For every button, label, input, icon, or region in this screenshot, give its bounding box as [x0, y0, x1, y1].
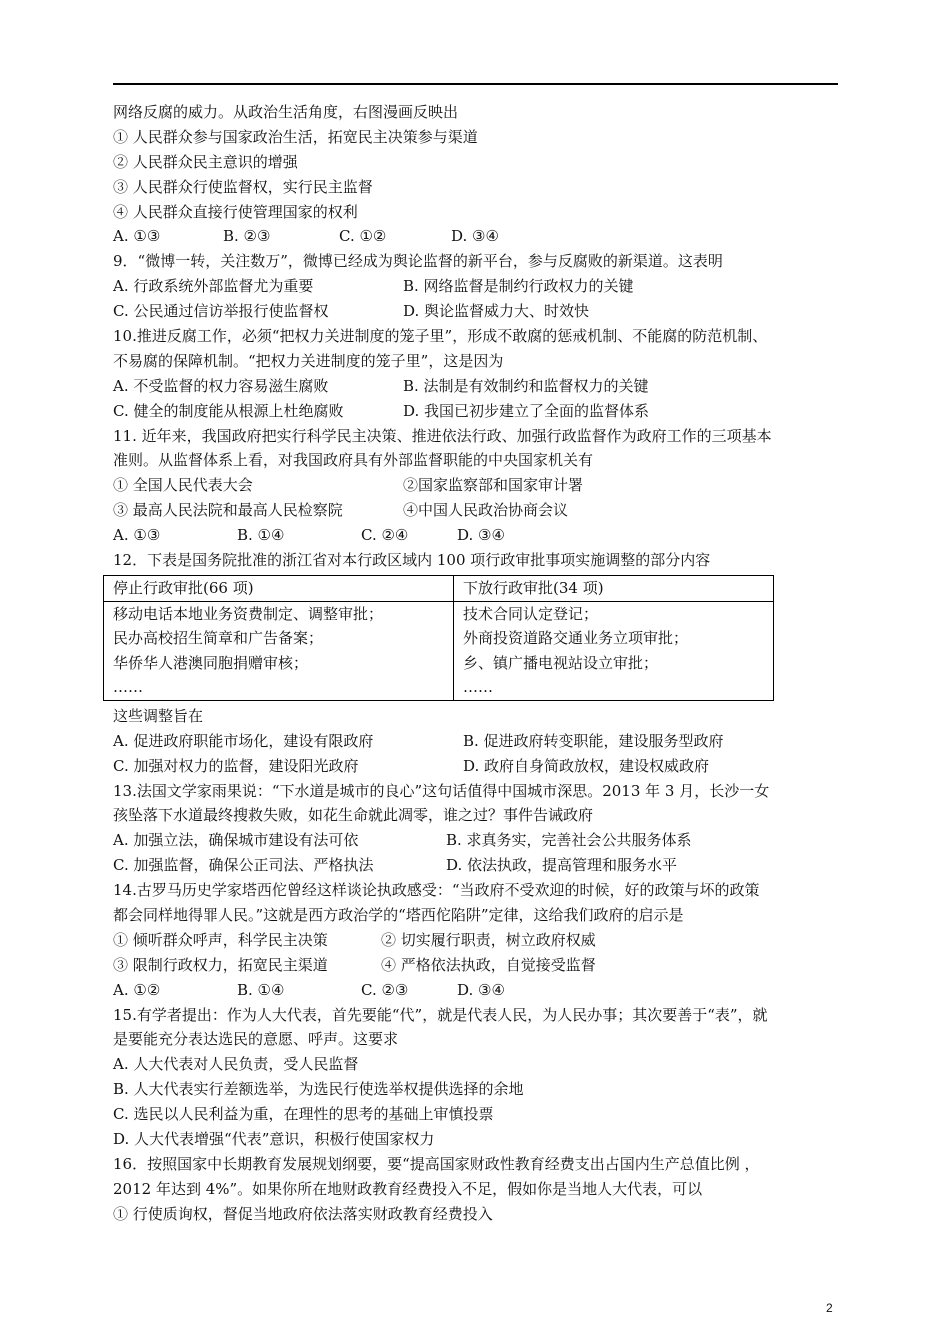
q16-stem-line-2: 2012 年达到 4%”。如果你所在地财政教育经费投入不足，假如你是当地人大代表，可以: [113, 1179, 703, 1198]
q14-items-row-2: [113, 953, 843, 978]
q16-stem-line-1: 16．按照国家中长期教育发展规划纲要，要“提高国家财政性教育经费支出占国内生产总值比例 ，: [113, 1154, 760, 1173]
q14-option-c: C. ②③: [361, 980, 409, 999]
q12-options-row-1: [113, 729, 843, 754]
q8-option-c: C. ①②: [339, 227, 387, 246]
q9-option-c: C. 公民通过信访举报行使监督权: [113, 302, 329, 321]
q8-item-3: ③ 人民群众行使监督权，实行民主监督: [113, 177, 373, 196]
q13-option-c: C. 加强监督，确保公正司法、严格执法: [113, 856, 374, 875]
q12-stop-item-4: ……: [113, 678, 143, 697]
q10-stem-line-2: 不易腐的保障机制。“把权力关进制度的笼子里”，这是因为: [113, 351, 504, 370]
q14-stem-line-2: 都会同样地得罪人民。”这就是西方政治学的“塔西佗陷阱”定律，这给我们政府的启示是: [113, 906, 684, 925]
q14-option-a: A. ①②: [113, 980, 161, 999]
q12-delegate-item-2: 外商投资道路交通业务立项审批；: [463, 629, 689, 648]
q12-stem: 12．下表是国务院批准的浙江省对本行政区域内 100 项行政审批事项实施调整的部分内容: [113, 551, 711, 570]
q12-option-d: D. 政府自身简政放权，建设权威政府: [463, 756, 710, 775]
q12-option-a: A. 促进政府职能市场化，建设有限政府: [113, 731, 374, 750]
q15-stem-line-1: 15.有学者提出：作为人大代表，首先要能“代”，就是代表人民，为人民办事；其次要善于“表”，就: [113, 1005, 768, 1024]
q11-item-3: ③ 最高人民法院和最高人民检察院: [113, 501, 343, 520]
q11-stem-line-2: 准则。从监督体系上看，对我国政府具有外部监督职能的中央国家机关有: [113, 451, 594, 470]
q9-option-b: B. 网络监督是制约行政权力的关键: [403, 277, 634, 296]
q11-option-c: C. ②④: [361, 526, 409, 545]
q8-item-2: ② 人民群众民主意识的增强: [113, 152, 298, 171]
q12-delegate-item-4: ……: [463, 678, 493, 697]
q14-item-3: ③ 限制行政权力，拓宽民主渠道: [113, 955, 328, 974]
q12-table-header-stop: 停止行政审批(66 项): [104, 575, 454, 601]
q11-stem-line-1: 11. 近年来，我国政府把实行科学民主决策、推进依法行政、加强行政监督作为政府工作的三项基本: [113, 426, 772, 445]
q10-option-a: A. 不受监督的权力容易滋生腐败: [113, 376, 329, 395]
q10-option-b: B. 法制是有效制约和监督权力的关键: [403, 376, 649, 395]
q12-stop-item-2: 民办高校招生简章和广告备案；: [113, 629, 324, 648]
q10-option-c: C. 健全的制度能从根源上杜绝腐败: [113, 401, 344, 420]
q13-options-row-1: [113, 828, 843, 853]
q15-option-b: B. 人大代表实行差额选举，为选民行使选举权提供选择的余地: [113, 1080, 524, 1099]
q14-item-4: ④ 严格依法执政，自觉接受监督: [381, 955, 596, 974]
q12-options-row-2: [113, 754, 843, 779]
q11-item-2: ②国家监察部和国家审计署: [403, 476, 584, 495]
q12-table: [103, 575, 774, 701]
q10-options-row-1: [113, 374, 843, 399]
q12-table-body-row: [104, 601, 774, 700]
q12-stop-item-1: 移动电话本地业务资费制定、调整审批；: [113, 604, 384, 623]
page-number: 2: [826, 1301, 833, 1315]
q9-option-a: A. 行政系统外部监督尤为重要: [113, 277, 314, 296]
q12-option-b: B. 促进政府转变职能，建设服务型政府: [463, 731, 724, 750]
q13-option-d: D. 依法执政，提高管理和服务水平: [446, 856, 678, 875]
header-rule: [113, 83, 838, 85]
q12-table-header-row: [104, 575, 774, 601]
q8-options: [113, 224, 843, 249]
q12-table-header-delegate: 下放行政审批(34 项): [454, 575, 774, 601]
q11-item-1: ① 全国人民代表大会: [113, 476, 253, 495]
q9-option-d: D. 舆论监督威力大、时效快: [403, 302, 590, 321]
q13-stem-line-1: 13.法国文学家雨果说：“下水道是城市的良心”这句话值得中国城市深思。2013 年 3 月，长沙一女: [113, 781, 770, 800]
q8-option-d: D. ③④: [451, 227, 499, 246]
q13-options-row-2: [113, 853, 843, 878]
q10-stem-line-1: 10.推进反腐工作，必须“把权力关进制度的笼子里”，形成不敢腐的惩戒机制、不能腐的防范机制、: [113, 327, 768, 346]
q10-options-row-2: [113, 399, 843, 424]
q15-option-a: A. 人大代表对人民负责，受人民监督: [113, 1055, 359, 1074]
q11-options: [113, 523, 843, 548]
q12-stop-item-3: 华侨华人港澳同胞捐赠审核；: [113, 653, 309, 672]
q15-stem-line-2: 是要能充分表达选民的意愿、呼声。这要求: [113, 1030, 399, 1049]
q12-table-cell-stop: [104, 601, 454, 700]
q10-option-d: D. 我国已初步建立了全面的监督体系: [403, 401, 650, 420]
q11-option-d: D. ③④: [457, 526, 505, 545]
q14-items-row-1: [113, 928, 843, 953]
q15-option-c: C. 选民以人民利益为重，在理性的思考的基础上审慎投票: [113, 1105, 494, 1124]
q16-item-1: ① 行使质询权，督促当地政府依法落实财政教育经费投入: [113, 1204, 493, 1223]
q11-option-a: A. ①③: [113, 526, 161, 545]
q11-items-row-1: [113, 473, 843, 498]
q8-intro: 网络反腐的威力。从政治生活角度，右图漫画反映出: [113, 103, 459, 121]
q12-after: 这些调整旨在: [113, 706, 204, 725]
q9-options-row-2: [113, 299, 843, 324]
q9-stem: 9．“微博一转，关注数万”，微博已经成为舆论监督的新平台，参与反腐败的新渠道。这表明: [113, 252, 723, 271]
q14-item-1: ① 倾听群众呼声，科学民主决策: [113, 930, 328, 949]
q12-delegate-item-1: 技术合同认定登记；: [463, 604, 599, 623]
q14-item-2: ② 切实履行职责，树立政府权威: [381, 930, 596, 949]
q9-options-row-1: [113, 274, 843, 299]
q15-option-d: D. 人大代表增强“代表”意识，积极行使国家权力: [113, 1130, 435, 1149]
q14-option-d: D. ③④: [457, 980, 505, 999]
q12-option-c: C. 加强对权力的监督，建设阳光政府: [113, 756, 359, 775]
q12-table-cell-delegate: [454, 601, 774, 700]
q11-option-b: B. ①④: [237, 526, 285, 545]
q8-option-b: B. ②③: [223, 227, 271, 246]
page-content: [113, 100, 843, 1227]
q8-option-a: A. ①③: [113, 227, 161, 246]
q13-option-b: B. 求真务实，完善社会公共服务体系: [446, 831, 692, 850]
q13-option-a: A. 加强立法，确保城市建设有法可依: [113, 831, 359, 850]
q12-delegate-item-3: 乡、镇广播电视站设立审批；: [463, 653, 659, 672]
q13-stem-line-2: 孩坠落下水道最终搜救失败，如花生命就此凋零，谁之过？事件告诫政府: [113, 806, 594, 825]
q14-stem-line-1: 14.古罗马历史学家塔西佗曾经这样谈论执政感受：“当政府不受欢迎的时候，好的政策与坏的政策: [113, 881, 760, 900]
q14-options: [113, 978, 843, 1003]
q14-option-b: B. ①④: [237, 980, 285, 999]
q11-item-4: ④中国人民政治协商会议: [403, 501, 569, 520]
q11-items-row-2: [113, 498, 843, 523]
q8-item-4: ④ 人民群众直接行使管理国家的权利: [113, 202, 358, 221]
q8-item-1: ① 人民群众参与国家政治生活，拓宽民主决策参与渠道: [113, 127, 478, 146]
